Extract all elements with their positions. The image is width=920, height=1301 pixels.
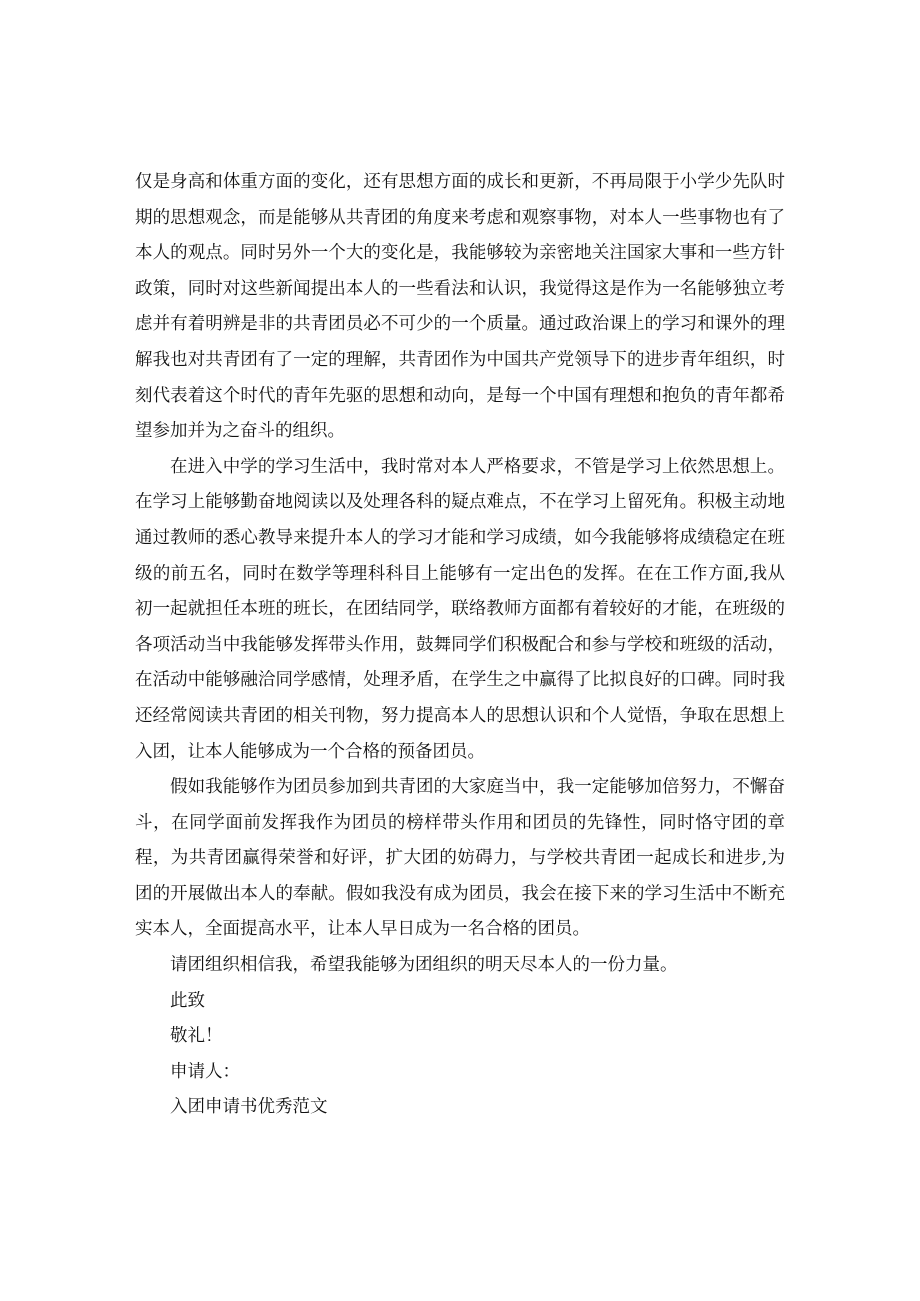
salutation-cizhi: 此致 xyxy=(170,990,205,1011)
document-subtitle: 入团申请书优秀范文 xyxy=(170,1097,328,1118)
salutation-jingli: 敬礼！ xyxy=(170,1026,223,1047)
document-body xyxy=(135,165,785,1126)
paragraph-3: 假如我能够作为团员参加到共青团的大家庭当中，我一定能够加倍努力，不懈奋斗，在同学面前发挥我作为团员的榜样带头作用和团员的先锋性，同时恪守团的章程，为共青团赢得荣誉和好评，扩大团的妨碍力，与学校共青团一起成长和进步,为团的开展做出本人的奉献。假如我没有成为团员，我会在接下来的学习生活中不断充实本人，全面提高水平，让本人早日成为一名合格的团员。 xyxy=(135,777,785,940)
closing-sentence: 请团组织相信我，希望我能够为团组织的明天尽本人的一份力量。 xyxy=(170,955,678,976)
applicant-label: 申请人： xyxy=(170,1061,240,1082)
paragraph-1: 仅是身高和体重方面的变化，还有思想方面的成长和更新，不再局限于小学少先队时期的思想观念，而是能够从共青团的角度来考虑和观察事物，对本人一些事物也有了本人的观点。同时另外一个大的变化是，我能够较为亲密地关注国家大事和一些方针政策，同时对这些新闻提出本人的一些看法和认识，我觉得这是作为一名能够独立考虑并有着明辨是非的共青团员必不可少的一个质量。通过政治课上的学习和课外的理解我也对共青团有了一定的理解，共青团作为中国共产党领导下的进步青年组织，时刻代表着这个时代的青年先驱的思想和动向，是每一个中国有理想和抱负的青年都希望参加并为之奋斗的组织。 xyxy=(135,172,785,442)
paragraph-2: 在进入中学的学习生活中，我时常对本人严格要求，不管是学习上依然思想上。在学习上能够勤奋地阅读以及处理各科的疑点难点，不在学习上留死角。积极主动地通过教师的悉心教导来提升本人的学习才能和学习成绩，如今我能够将成绩稳定在班级的前五名，同时在数学等理科科目上能够有一定出色的发挥。在在工作方面,我从初一起就担任本班的班长，在团结同学，联络教师方面都有着较好的才能，在班级的各项活动当中我能够发挥带头作用，鼓舞同学们积极配合和参与学校和班级的活动，在活动中能够融洽同学感情，处理矛盾，在学生之中赢得了比拟良好的口碑。同时我还经常阅读共青团的相关刊物，努力提高本人的思想认识和个人觉悟，争取在思想上入团，让本人能够成为一个合格的预备团员。 xyxy=(135,456,785,762)
